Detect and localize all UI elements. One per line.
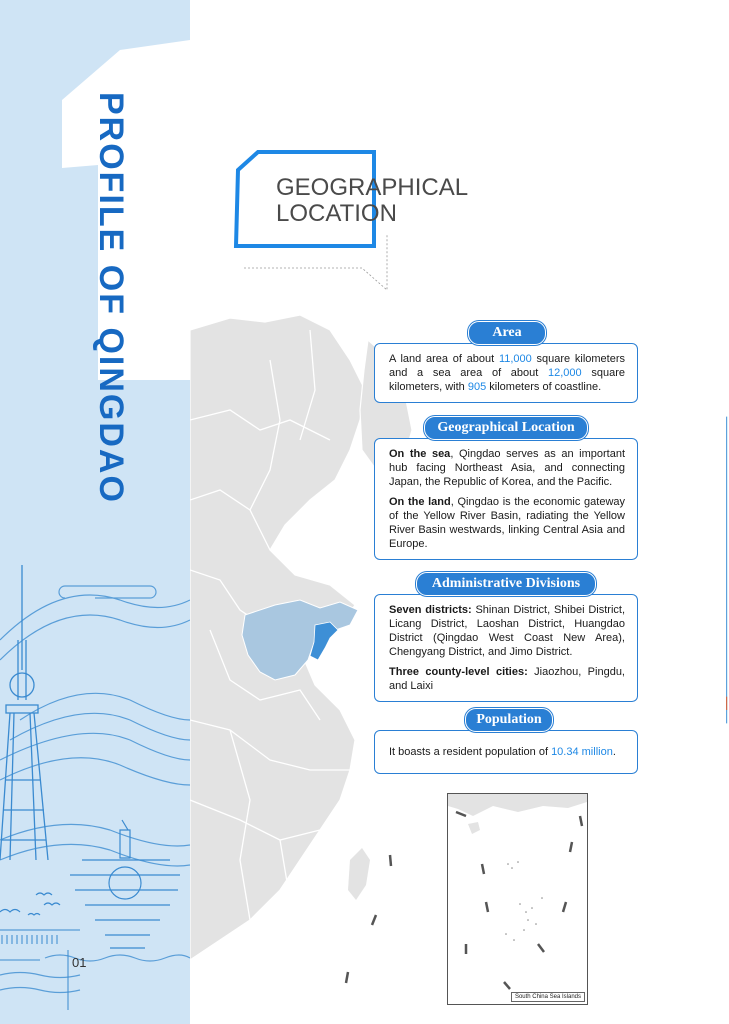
districts-text: Seven districts: Shinan District, Shibei District, Licang District, Laoshan District, Huangdao District (Qingdao West Coast New Area), Chengyang District, and Jimo District.	[389, 604, 626, 658]
page-number: 01	[72, 955, 87, 970]
edge-strip	[726, 340, 728, 800]
geo-location-label: Geographical Location	[424, 416, 588, 440]
birds-icon	[0, 893, 60, 915]
shandong-province	[242, 600, 358, 680]
sea-area-value: 12,000	[548, 367, 582, 379]
population-card	[374, 730, 638, 774]
sidebar	[0, 0, 190, 1024]
building-icon	[70, 820, 180, 948]
section-title: GEOGRAPHICAL LOCATION	[276, 174, 469, 227]
taiwan-shape	[348, 848, 370, 900]
population-label: Population	[465, 708, 553, 732]
admin-divisions-label: Administrative Divisions	[416, 572, 596, 596]
area-label: Area	[468, 321, 546, 345]
geo-location-card	[374, 438, 638, 560]
area-text: A land area of about 11,000 square kilometers and a sea area of about 12,000 square kilometers, with 905 kilometers of coastline.	[389, 353, 625, 393]
land-area-value: 11,000	[498, 353, 532, 365]
tick-pattern	[0, 930, 80, 1010]
area-card	[374, 343, 638, 403]
inset-label: South China Sea Islands	[511, 992, 585, 1002]
coastline-value: 905	[467, 381, 487, 393]
admin-divisions-card	[374, 594, 638, 702]
geo-land-text: On the land, Qingdao is the economic gateway of the Yellow River Basin, radiating the Yellow River Basin westwards, linking Central Asia and Europe.	[389, 496, 626, 550]
chapter-title: PROFILE OF QINGDAO	[92, 92, 130, 504]
tower-icon	[0, 565, 48, 860]
inset-map	[448, 794, 587, 1004]
population-text: It boasts a resident population of 10.34 million.	[389, 746, 616, 758]
cities-text: Three county-level cities: Jiaozhou, Pingdu, and Laixi	[389, 666, 625, 692]
population-value: 10.34 million	[551, 746, 613, 758]
south-china-sea-inset	[447, 793, 588, 1005]
geo-sea-text: On the sea, Qingdao serves as an important hub facing Northeast Asia, and connecting Japan, the Republic of Korea, and the Pacific.	[389, 448, 625, 488]
